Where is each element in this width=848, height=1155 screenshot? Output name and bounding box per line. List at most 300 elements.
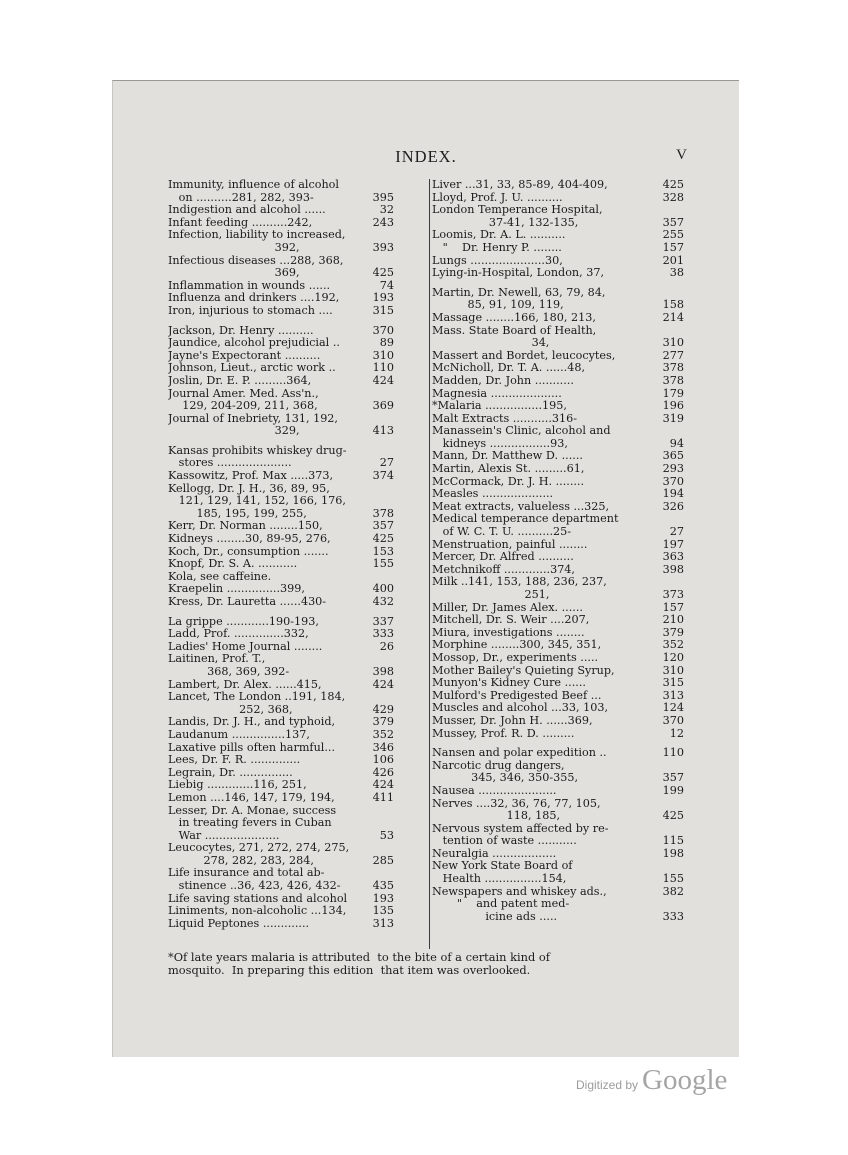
index-entry-pages: 198 xyxy=(662,846,684,860)
index-entry xyxy=(168,792,394,805)
index-entry xyxy=(432,350,684,363)
index-entry xyxy=(168,508,394,521)
index-entry-text: Immunity, influence of alcohol xyxy=(168,179,339,191)
index-entry xyxy=(432,312,684,325)
index-entry xyxy=(168,679,394,692)
index-entry-pages: 158 xyxy=(662,298,684,312)
index-entry-text: Lemon ....146, 147, 179, 194, xyxy=(168,791,335,804)
index-entry-pages: 197 xyxy=(662,537,684,551)
index-entry-text: Loomis, Dr. A. L. .......... xyxy=(432,229,566,242)
index-entry-text: Jaundice, alcohol prejudicial .. xyxy=(168,337,340,350)
index-entry-text: Metchnikoff .............374, xyxy=(432,563,575,576)
index-entry-text: Indigestion and alcohol ...... xyxy=(168,204,326,217)
index-entry xyxy=(432,576,684,589)
index-entry-text: Mitchell, Dr. S. Weir ....207, xyxy=(432,614,590,627)
index-entry-pages: 315 xyxy=(372,303,394,317)
index-entry-pages: 425 xyxy=(662,809,684,823)
index-entry xyxy=(168,880,394,893)
index-entry xyxy=(432,564,684,577)
index-entry-text: Milk ..141, 153, 188, 236, 237, xyxy=(432,576,607,589)
index-entry xyxy=(168,666,394,679)
index-entry-text: London Temperance Hospital, xyxy=(432,204,603,217)
index-entry xyxy=(432,488,684,501)
index-entry-text: Johnson, Lieut., arctic work .. xyxy=(168,362,336,375)
index-entry-pages: 378 xyxy=(372,506,394,520)
index-entry xyxy=(432,614,684,627)
index-entry xyxy=(432,785,684,798)
index-entry-pages: 110 xyxy=(372,361,394,375)
index-entry-text: Landis, Dr. J. H., and typhoid, xyxy=(168,716,336,729)
index-entry xyxy=(432,438,684,451)
index-entry xyxy=(432,823,684,836)
index-entry-pages: 425 xyxy=(372,266,394,280)
index-entry-text: 368, 369, 392- xyxy=(168,665,290,678)
index-entry xyxy=(168,483,394,496)
index-entry-pages: 153 xyxy=(372,544,394,558)
index-entry-text: La grippe ............190-193, xyxy=(168,615,319,628)
index-entry xyxy=(432,747,684,760)
index-entry-text: 129, 204-209, 211, 368, xyxy=(168,400,318,413)
index-entry-text: Liniments, non-alcoholic ...134, xyxy=(168,905,347,918)
index-entry-text: Inflammation in wounds ...... xyxy=(168,279,331,292)
index-entry-pages: 124 xyxy=(662,701,684,715)
index-entry-text: Knopf, Dr. S. A. ........... xyxy=(168,558,298,571)
index-entry xyxy=(432,501,684,514)
index-entry-pages: 155 xyxy=(662,872,684,886)
index-entry-pages: 352 xyxy=(662,638,684,652)
index-entry xyxy=(432,255,684,268)
index-entry xyxy=(432,810,684,823)
index-entry xyxy=(168,255,394,268)
index-entry-text: Kassowitz, Prof. Max .....373, xyxy=(168,470,334,483)
index-entry-text: 37-41, 132-135, xyxy=(432,216,579,229)
index-entry-text: Martin, Dr. Newell, 63, 79, 84, xyxy=(432,286,606,299)
index-entry xyxy=(432,860,684,873)
index-entry-text: Mercer, Dr. Alfred .......... xyxy=(432,551,574,564)
index-entry xyxy=(168,830,394,843)
index-entry xyxy=(168,280,394,293)
index-entry-pages: 201 xyxy=(662,253,684,267)
index-entry-text: Lloyd, Prof. J. U. .......... xyxy=(432,191,563,204)
index-entry-text: Martin, Alexis St. .........61, xyxy=(432,463,585,476)
index-entry xyxy=(432,886,684,899)
index-entry xyxy=(168,362,394,375)
index-entry-text: Life insurance and total ab- xyxy=(168,867,325,880)
index-entry xyxy=(432,848,684,861)
index-entry xyxy=(432,602,684,615)
index-entry xyxy=(168,628,394,641)
index-entry-text: 369, xyxy=(168,267,300,280)
index-entry-text: 252, 368, xyxy=(168,703,293,716)
index-entry-text: 329, xyxy=(168,425,300,438)
index-entry-text: Massage ........166, 180, 213, xyxy=(432,311,596,324)
index-entry xyxy=(432,476,684,489)
index-entry xyxy=(168,704,394,717)
index-entry-text: Mulford's Predigested Beef ... xyxy=(432,689,602,702)
index-entry-text: 345, 346, 350-355, xyxy=(432,772,579,785)
index-entry xyxy=(432,217,684,230)
index-entry-text: Manassein's Clinic, alcohol and xyxy=(432,425,611,438)
footnote-line: *Of late years malaria is attributed to the bite of a certain kind of xyxy=(168,950,550,964)
index-entry xyxy=(168,495,394,508)
index-entry-pages: 426 xyxy=(372,765,394,779)
index-entry-pages: 424 xyxy=(372,778,394,792)
index-entry-text: Leucocytes, 271, 272, 274, 275, xyxy=(168,842,350,855)
index-entry-text: Lesser, Dr. A. Monae, success xyxy=(168,804,337,817)
index-entry xyxy=(168,533,394,546)
index-entry xyxy=(168,520,394,533)
index-entry-text: War ..................... xyxy=(168,829,280,842)
index-entry-pages: 319 xyxy=(662,411,684,425)
index-entry-text: Magnesia .................... xyxy=(432,387,562,400)
index-entry-pages: 432 xyxy=(372,595,394,608)
index-entry-pages: 255 xyxy=(662,228,684,242)
index-entry-pages: 369 xyxy=(372,399,394,413)
index-entry xyxy=(168,742,394,755)
index-entry-pages: 337 xyxy=(372,614,394,628)
index-entry-text: Miller, Dr. James Alex. ...... xyxy=(432,601,583,614)
index-entry xyxy=(432,639,684,652)
index-entry xyxy=(168,571,394,584)
index-entry-text: Newspapers and whiskey ads., xyxy=(432,885,607,898)
index-entry-pages: 120 xyxy=(662,650,684,664)
index-entry-pages: 326 xyxy=(662,499,684,513)
index-entry-text: Legrain, Dr. ............... xyxy=(168,766,293,779)
index-entry xyxy=(168,305,394,318)
index-entry-text: Lambert, Dr. Alex. ......415, xyxy=(168,678,322,691)
index-entry-pages: 373 xyxy=(662,588,684,601)
index-entry-pages: 398 xyxy=(372,664,394,678)
index-entry xyxy=(432,242,684,255)
index-entry-pages: 352 xyxy=(372,727,394,741)
index-entry-pages: 370 xyxy=(372,323,394,337)
index-entry-pages: 27 xyxy=(669,525,684,539)
index-entry xyxy=(168,546,394,559)
footnote-line: mosquito. In preparing this edition that item was overlooked. xyxy=(168,963,531,978)
index-entry-text: Kola, see caffeine. xyxy=(168,570,272,583)
index-entry-pages: 395 xyxy=(372,190,394,204)
index-entry-text: McNicholl, Dr. T. A. ......48, xyxy=(432,362,586,375)
index-entry-text: Infection, liability to increased, xyxy=(168,229,346,242)
index-entry-pages: 365 xyxy=(662,449,684,463)
index-entry-text: Lees, Dr. F. R. .............. xyxy=(168,754,301,767)
index-entry xyxy=(168,779,394,792)
index-entry xyxy=(168,616,394,629)
index-entry-pages: 411 xyxy=(372,790,394,804)
index-entry xyxy=(432,362,684,375)
index-entry-text: Ladies' Home Journal ........ xyxy=(168,640,323,653)
index-entry-pages: 315 xyxy=(662,676,684,690)
index-entry xyxy=(168,350,394,363)
index-entry-text: of W. C. T. U. ..........25- xyxy=(432,526,572,539)
footnote xyxy=(168,951,684,978)
index-entry-text: Kerr, Dr. Norman ........150, xyxy=(168,520,323,533)
index-entry xyxy=(168,641,394,654)
index-entry-pages: 328 xyxy=(662,190,684,204)
index-entry-pages: 333 xyxy=(372,627,394,641)
index-entry-text: Ladd, Prof. ..............332, xyxy=(168,628,309,641)
index-entry xyxy=(432,229,684,242)
index-entry-text: Infant feeding ..........242, xyxy=(168,216,313,229)
index-entry-text: Meat extracts, valueless ...325, xyxy=(432,500,610,513)
index-entry xyxy=(432,337,684,350)
index-entry-pages: 379 xyxy=(662,625,684,639)
watermark-prefix: Digitized by xyxy=(576,1078,639,1092)
index-entry-text: Massert and Bordet, leucocytes, xyxy=(432,349,616,362)
index-entry xyxy=(432,204,684,217)
index-entry xyxy=(168,337,394,350)
index-entry xyxy=(168,754,394,767)
index-entry-pages: 363 xyxy=(662,550,684,564)
index-entry-text: 251, xyxy=(432,589,550,601)
index-entry-pages: 357 xyxy=(372,519,394,533)
index-entry xyxy=(168,767,394,780)
index-entry xyxy=(168,842,394,855)
index-entry-pages: 413 xyxy=(372,424,394,438)
index-entry xyxy=(432,425,684,438)
index-entry-pages: 370 xyxy=(662,713,684,727)
index-entry xyxy=(432,702,684,715)
index-entry-text: Journal of Inebriety, 131, 192, xyxy=(168,412,338,425)
index-entry-text: Jackson, Dr. Henry .......... xyxy=(168,324,314,337)
index-entry xyxy=(168,805,394,818)
index-entry-text: " Dr. Henry P. ........ xyxy=(432,241,562,254)
index-entry xyxy=(432,835,684,848)
index-entry xyxy=(432,652,684,665)
index-entry-pages: 425 xyxy=(662,178,684,191)
index-entry-text: Mother Bailey's Quieting Syrup, xyxy=(432,664,615,677)
index-entry xyxy=(168,867,394,880)
index-entry-pages: 157 xyxy=(662,600,684,614)
index-entry xyxy=(168,596,394,609)
index-entry xyxy=(432,690,684,703)
index-entry xyxy=(432,299,684,312)
index-entry-text: Joslin, Dr. E. P. .........364, xyxy=(168,374,312,387)
index-entry-pages: 210 xyxy=(662,613,684,627)
index-entry xyxy=(432,911,684,924)
index-entry xyxy=(432,413,684,426)
index-entry xyxy=(168,817,394,830)
index-entry xyxy=(168,325,394,338)
index-entry-pages: 310 xyxy=(662,663,684,677)
index-entry-text: Kidneys ........30, 89-95, 276, xyxy=(168,533,331,546)
index-entry-text: 392, xyxy=(168,241,300,254)
index-entry-pages: 357 xyxy=(662,771,684,785)
index-entry-pages: 313 xyxy=(372,916,394,930)
index-entry xyxy=(168,691,394,704)
index-entry-pages: 94 xyxy=(669,436,684,450)
index-entry-pages: 424 xyxy=(372,373,394,387)
index-entry xyxy=(168,292,394,305)
index-entry-pages: 110 xyxy=(662,746,684,760)
index-entry-text: Lying-in-Hospital, London, 37, xyxy=(432,267,605,280)
index-entry-text: Nerves ....32, 36, 76, 77, 105, xyxy=(432,797,601,810)
index-entry-text: Muscles and alcohol ...33, 103, xyxy=(432,702,609,715)
index-entry-pages: 193 xyxy=(372,891,394,905)
index-entry-text: Narcotic drug dangers, xyxy=(432,759,565,772)
index-entry-pages: 115 xyxy=(662,834,684,848)
index-entry xyxy=(168,653,394,666)
index-entry-pages: 157 xyxy=(662,240,684,254)
index-entry-pages: 32 xyxy=(379,203,394,217)
index-entry-text: 85, 91, 109, 119, xyxy=(432,299,564,312)
index-entry-pages: 285 xyxy=(372,853,394,867)
index-entry-text: Munyon's Kidney Cure ...... xyxy=(432,677,586,690)
index-entry-text: " and patent med- xyxy=(432,898,570,911)
index-entry xyxy=(168,388,394,401)
index-entry-pages: 393 xyxy=(372,240,394,254)
index-entry-pages: 179 xyxy=(662,386,684,400)
index-entry-pages: 26 xyxy=(379,639,394,653)
index-entry-text: McCormack, Dr. J. H. ........ xyxy=(432,475,585,488)
index-entry xyxy=(432,873,684,886)
index-entry-text: Lungs .....................30, xyxy=(432,254,563,267)
index-entry xyxy=(432,192,684,205)
index-entry xyxy=(168,893,394,906)
index-entry-text: Kraepelin ...............399, xyxy=(168,583,305,596)
index-entry-text: on ..........281, 282, 393- xyxy=(168,191,314,204)
index-entry xyxy=(432,772,684,785)
index-entry-pages: 424 xyxy=(372,677,394,691)
index-entry-pages: 12 xyxy=(669,726,684,740)
book-page xyxy=(112,80,739,1057)
index-entry-pages: 398 xyxy=(662,562,684,576)
index-entry xyxy=(432,665,684,678)
index-entry-pages: 155 xyxy=(372,557,394,571)
index-entry-text: Infectious diseases ...288, 368, xyxy=(168,254,344,267)
index-entry-text: Journal Amer. Med. Ass'n., xyxy=(168,387,319,400)
index-entry-text: Malt Extracts ...........316- xyxy=(432,412,578,425)
index-entry-pages: 74 xyxy=(379,278,394,292)
index-entry xyxy=(168,457,394,470)
index-entry-text: stores ..................... xyxy=(168,457,292,470)
page-title: INDEX. xyxy=(395,147,457,166)
index-entry xyxy=(168,445,394,458)
index-entry-text: kidneys .................93, xyxy=(432,437,568,450)
index-entry-text: Laxative pills often harmful... xyxy=(168,741,336,754)
index-entry-text: Liquid Peptones ............. xyxy=(168,917,310,930)
index-entry-text: *Malaria ................195, xyxy=(432,400,567,413)
index-entry-text: tention of waste ........... xyxy=(432,835,577,848)
index-entry-text: Nausea ...................... xyxy=(432,784,557,797)
index-entry-text: Kansas prohibits whiskey drug- xyxy=(168,444,347,457)
index-entry-pages: 27 xyxy=(379,456,394,470)
index-entry xyxy=(168,242,394,255)
index-entry xyxy=(432,463,684,476)
index-entry-pages: 194 xyxy=(662,487,684,501)
index-entry xyxy=(168,267,394,280)
index-entry xyxy=(432,760,684,773)
google-logo: Google xyxy=(642,1064,728,1096)
index-entry-text: New York State Board of xyxy=(432,860,573,873)
index-entry-text: Iron, injurious to stomach .... xyxy=(168,304,333,317)
index-entry-pages: 310 xyxy=(662,336,684,350)
index-entry xyxy=(168,470,394,483)
index-entry-text: stinence ..36, 423, 426, 432- xyxy=(168,880,341,893)
index-entry xyxy=(432,898,684,911)
index-entry xyxy=(168,400,394,413)
index-entry-text: Liver ...31, 33, 85-89, 404-409, xyxy=(432,179,608,191)
index-entry-text: Miura, investigations ........ xyxy=(432,626,585,639)
index-entry-pages: 193 xyxy=(372,291,394,305)
column-divider xyxy=(429,179,430,949)
index-entry-text: 121, 129, 141, 152, 166, 176, xyxy=(168,495,346,508)
index-entry xyxy=(432,267,684,280)
index-entry xyxy=(168,918,394,931)
index-entry-pages: 370 xyxy=(662,474,684,488)
index-entry-text: 278, 282, 283, 284, xyxy=(168,854,314,867)
index-entry-pages: 106 xyxy=(372,753,394,767)
index-entry-text: 118, 185, xyxy=(432,810,561,823)
index-entry-text: 34, xyxy=(432,337,550,350)
index-entry xyxy=(168,217,394,230)
index-entry xyxy=(168,729,394,742)
index-entry-pages: 199 xyxy=(662,783,684,797)
index-entry xyxy=(432,715,684,728)
index-entry-text: Mossop, Dr., experiments ..... xyxy=(432,651,599,664)
index-entry-text: Neuralgia .................. xyxy=(432,847,557,860)
index-entry-pages: 346 xyxy=(372,740,394,754)
index-entry xyxy=(432,539,684,552)
index-entry-text: icine ads ..... xyxy=(432,910,558,923)
index-entry-text: Musser, Dr. John H. ......369, xyxy=(432,714,593,727)
index-entry xyxy=(432,375,684,388)
index-entry-text: Influenza and drinkers ....192, xyxy=(168,292,340,305)
index-entry-text: Life saving stations and alcohol xyxy=(168,892,348,905)
index-entry xyxy=(432,728,684,741)
index-entry xyxy=(432,388,684,401)
index-entry xyxy=(168,229,394,242)
index-entry-pages: 196 xyxy=(662,399,684,413)
index-entry-pages: 378 xyxy=(662,361,684,375)
index-entry-text: Liebig .............116, 251, xyxy=(168,779,307,792)
index-entry-pages: 313 xyxy=(662,688,684,702)
index-entry-pages: 400 xyxy=(372,582,394,596)
index-entry-text: 185, 195, 199, 255, xyxy=(168,507,307,520)
index-entry xyxy=(432,287,684,300)
index-entry xyxy=(432,179,684,192)
index-entry-pages: 243 xyxy=(372,215,394,229)
index-entry-text: in treating fevers in Cuban xyxy=(168,817,332,830)
index-entry xyxy=(168,425,394,438)
index-entry-pages: 135 xyxy=(372,904,394,918)
index-entry-text: Kress, Dr. Lauretta ......430- xyxy=(168,596,327,608)
index-entry xyxy=(168,179,394,192)
index-entry xyxy=(168,905,394,918)
index-entry xyxy=(432,589,684,602)
index-entry xyxy=(432,513,684,526)
index-entry xyxy=(432,325,684,338)
index-entry xyxy=(432,526,684,539)
index-entry xyxy=(432,627,684,640)
index-entry-pages: 89 xyxy=(379,336,394,350)
index-entry xyxy=(432,450,684,463)
index-entry-text: Menstruation, painful ........ xyxy=(432,538,588,551)
index-entry-text: Madden, Dr. John ........... xyxy=(432,374,574,387)
index-entry-pages: 357 xyxy=(662,215,684,229)
index-entry-text: Medical temperance department xyxy=(432,513,619,526)
index-entry-text: Nansen and polar expedition .. xyxy=(432,747,607,760)
index-entry xyxy=(432,798,684,811)
index-entry xyxy=(168,558,394,571)
index-entry-pages: 333 xyxy=(662,909,684,923)
index-entry-text: Morphine ........300, 345, 351, xyxy=(432,639,602,652)
index-entry-pages: 425 xyxy=(372,532,394,546)
index-entry-pages: 429 xyxy=(372,702,394,716)
index-entry xyxy=(168,855,394,868)
index-entry-pages: 277 xyxy=(662,348,684,362)
index-entry-pages: 293 xyxy=(662,462,684,476)
